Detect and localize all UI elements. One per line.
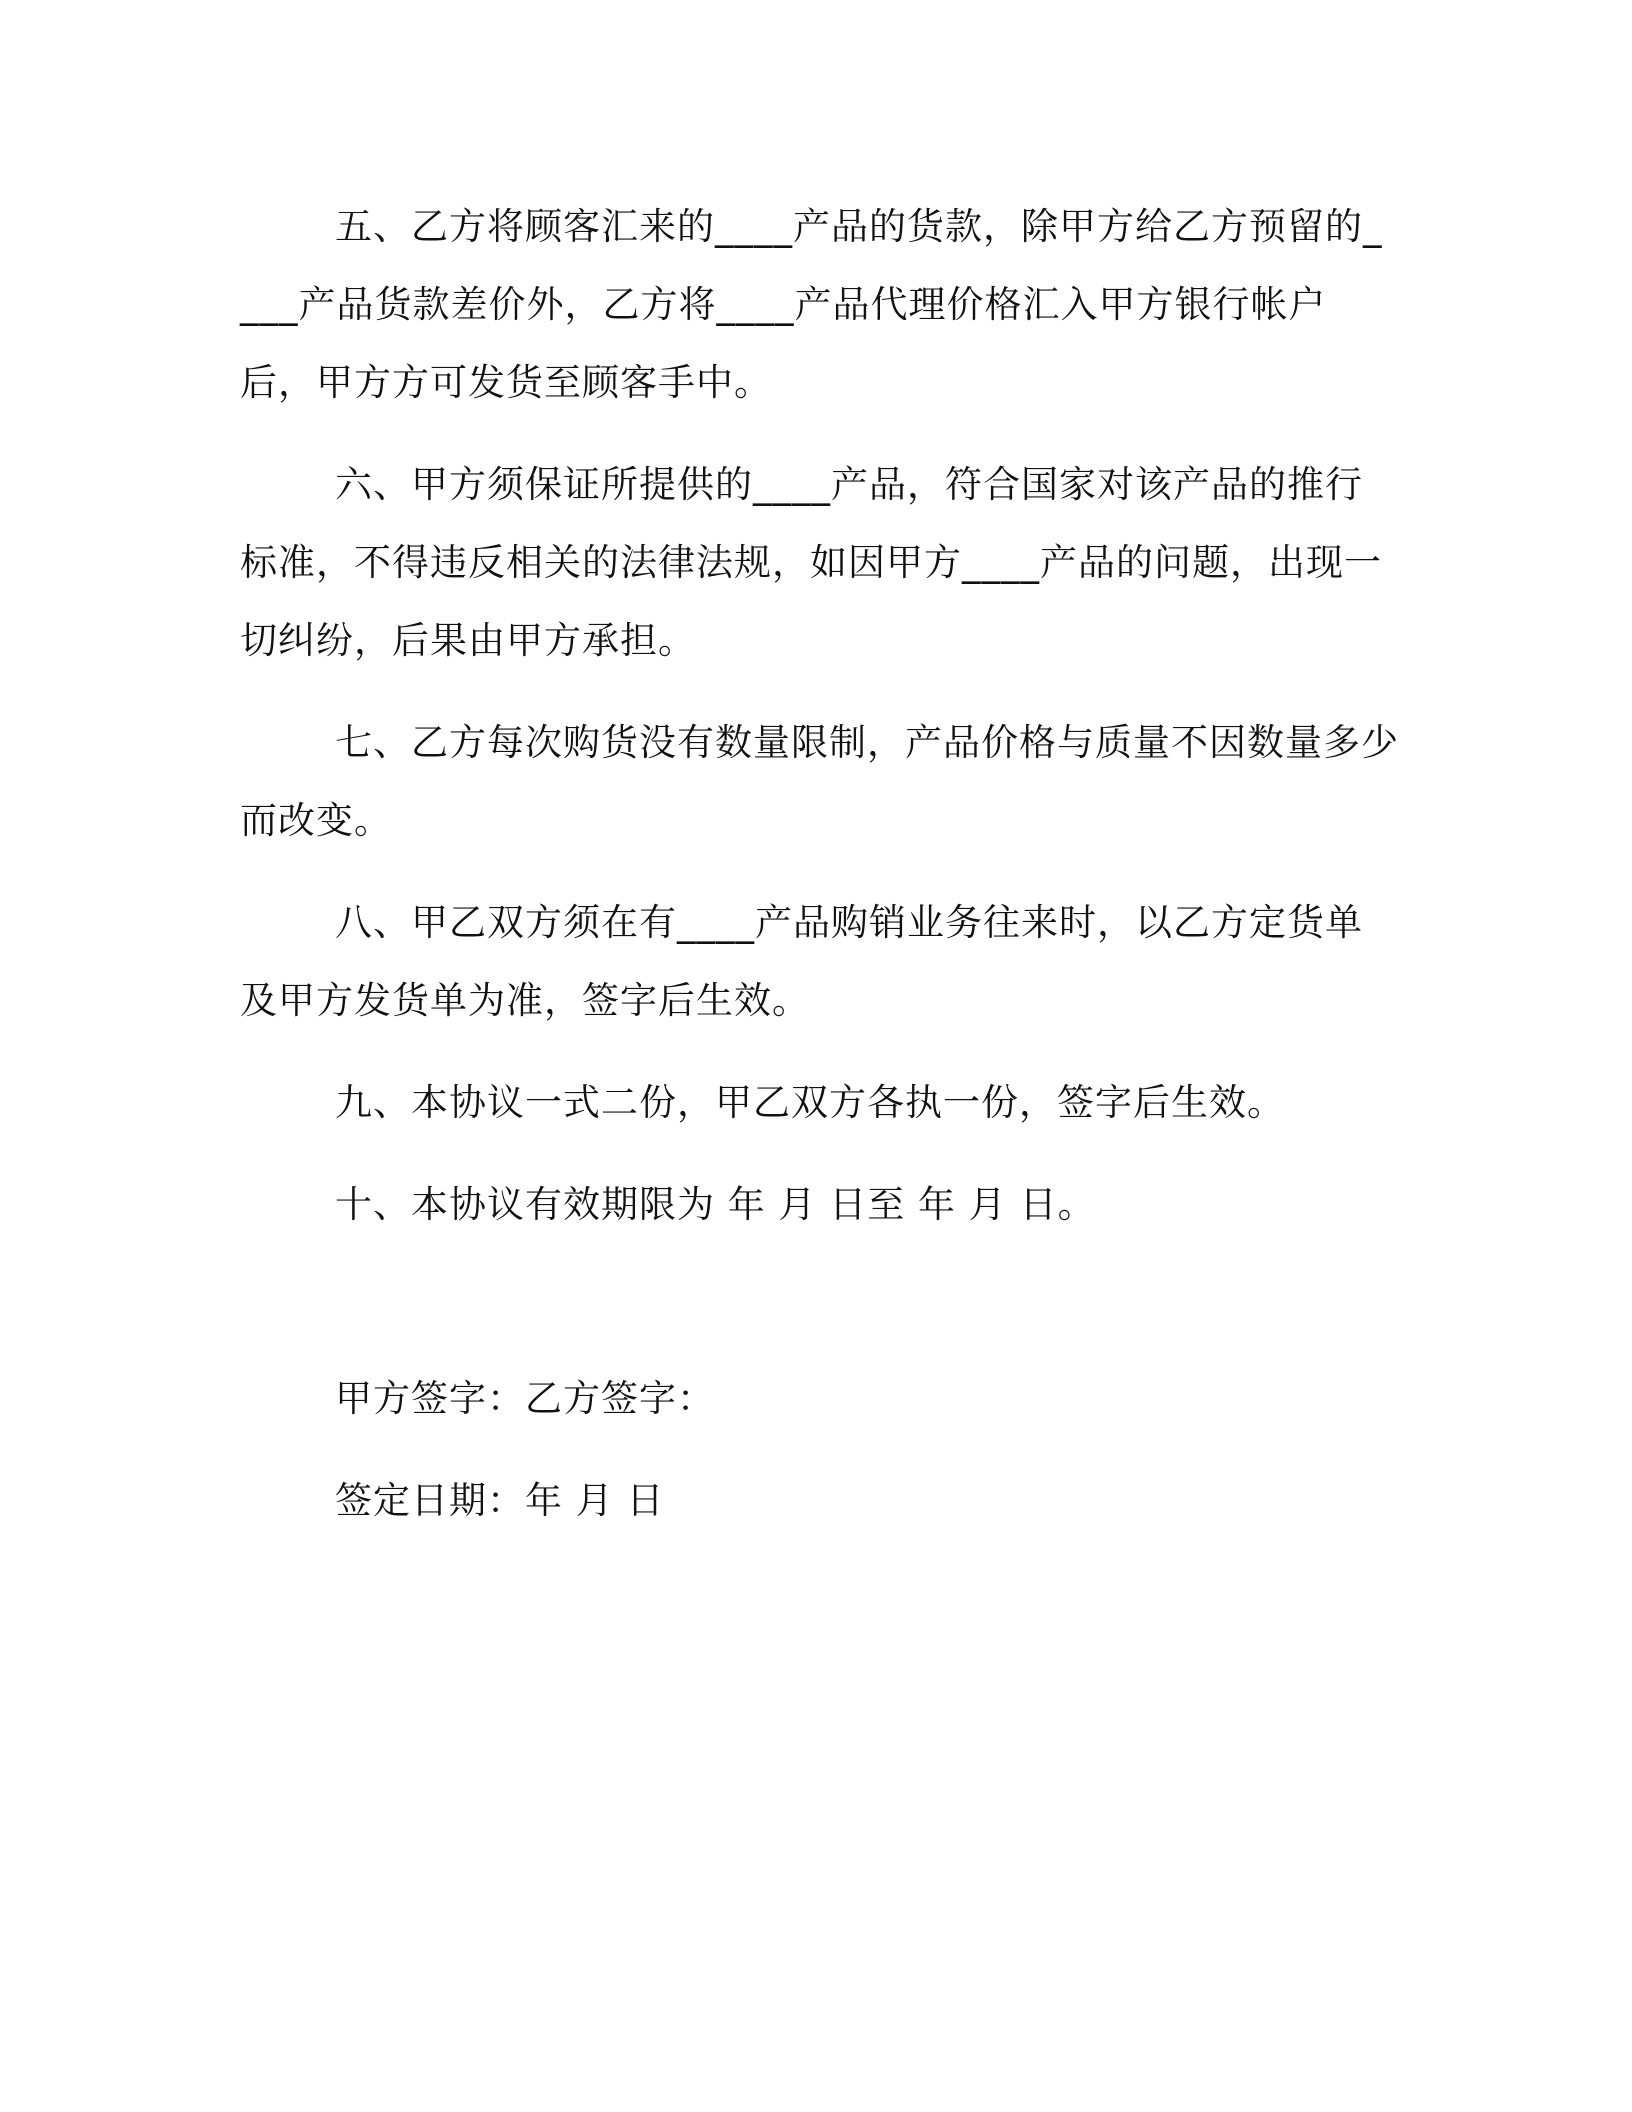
signature-parties-line: 甲方签字：乙方签字： (335, 1377, 715, 1420)
clauses-body (240, 188, 1400, 1268)
clause-10: 十、本协议有效期限为 年 月 日至 年 月 日。 (335, 1183, 1096, 1226)
clause-8: 八、甲乙双方须在有____产品购销业务往来时，以乙方定货单及甲方发货单为准，签字后生效。 (240, 901, 1363, 1022)
clause-5: 五、乙方将顾客汇来的____产品的货款，除甲方给乙方预留的____产品货款差价外，乙方将____产品代理价格汇入甲方银行帐户后，甲方方可发货至顾客手中。 (240, 205, 1383, 404)
signing-date-line: 签定日期：年 月 日 (335, 1479, 665, 1522)
clause-7: 七、乙方每次购货没有数量限制，产品价格与质量不因数量多少而改变。 (240, 721, 1399, 842)
clause-6: 六、甲方须保证所提供的____产品，符合国家对该产品的推行标准，不得违反相关的法律法规，如因甲方____产品的问题，出现一切纠纷，后果由甲方承担。 (240, 463, 1382, 662)
clause-9: 九、本协议一式二份，甲乙双方各执一份，签字后生效。 (335, 1081, 1285, 1124)
